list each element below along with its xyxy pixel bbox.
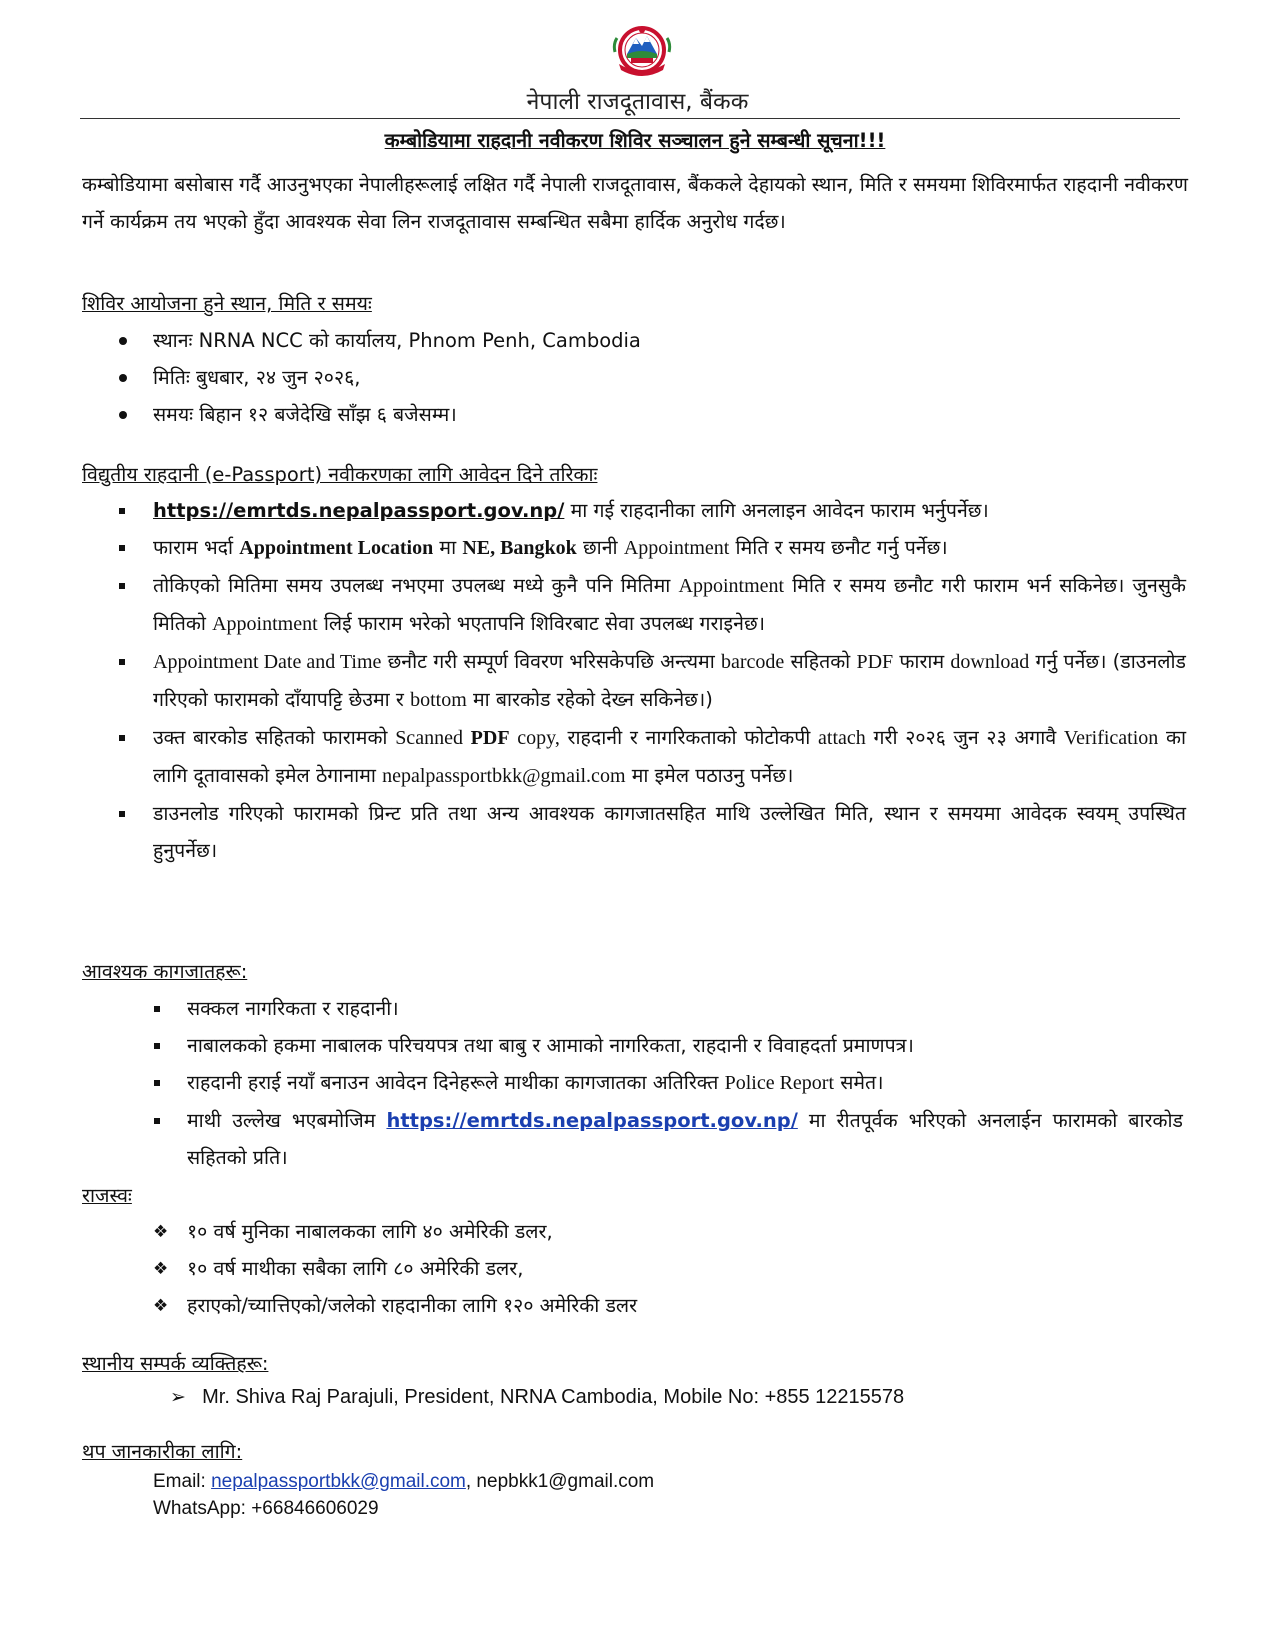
item-text: मा रीतपूर्वक भरिएको अनलाईन फारामको बारकोड सहितको प्रति। xyxy=(187,1109,1183,1169)
item-text: barcode xyxy=(720,651,785,673)
item-text: छनौट गरी सम्पूर्ण विवरण भरिसकेपछि अन्त्यमा xyxy=(381,650,721,673)
list-item xyxy=(153,567,1186,643)
list-item xyxy=(153,719,1186,795)
item-text: मा बारकोड रहेको देख्न सकिनेछ।) xyxy=(466,688,713,711)
item-text: उक्त बारकोड सहितको फारामको xyxy=(153,726,396,749)
item-text: माथी उल्लेख भएबमोजिम xyxy=(187,1109,387,1132)
documents-heading: आवश्यक कागजातहरू: xyxy=(82,960,248,983)
revenue-heading: राजस्वः xyxy=(82,1184,132,1207)
item-text: गर्नु पर्नेछ। (डाउनलोड गरिएको फारामको दाँयापट्टि छेउमा र xyxy=(153,650,1186,711)
item-text: फाराम भर्दा xyxy=(153,536,240,559)
item-text: लिई फाराम भरेको भएतापनि शिविरबाट सेवा उपलब्ध गराइनेछ। xyxy=(317,612,766,635)
revenue-list xyxy=(153,1213,1183,1324)
item-text: Police Report xyxy=(724,1072,835,1094)
passport-portal-link[interactable]: https://emrtds.nepalpassport.gov.np/ xyxy=(386,1109,798,1132)
item-text: का लागि दूतावासको इमेल ठेगानामा xyxy=(153,726,1187,787)
item-text: Scanned xyxy=(395,727,463,749)
list-item xyxy=(153,795,1186,869)
contact-item xyxy=(170,1382,904,1412)
list-item xyxy=(153,359,1183,396)
item-text: PDF xyxy=(856,651,894,673)
item-text: गरी २०२६ जुन २३ अगावै xyxy=(865,726,1064,749)
bullet-square-icon xyxy=(119,811,125,817)
email-link[interactable]: nepalpassportbkk@gmail.com xyxy=(211,1471,466,1492)
item-text: Appointment xyxy=(623,537,730,559)
documents-list xyxy=(187,990,1183,1176)
item-text: NE, Bangkok xyxy=(462,537,577,559)
camp-location: स्थानः NRNA NCC को कार्यालय, Phnom Penh, Cambodia xyxy=(153,329,641,352)
epassport-heading: विद्युतीय राहदानी (e-Passport) नवीकरणका लागि आवेदन दिने तरिकाः xyxy=(82,463,598,486)
arrow-bullet-icon: ➢ xyxy=(170,1386,186,1408)
list-item xyxy=(187,990,1183,1027)
camp-time: समयः बिहान १२ बजेदेखि साँझ ६ बजेसम्म। xyxy=(153,403,457,426)
bullet-square-icon xyxy=(119,545,125,551)
item-text: समेत। xyxy=(834,1071,884,1094)
item-text: मा गई राहदानीका लागि अनलाइन आवेदन फाराम भर्नुपर्नेछ। xyxy=(564,499,989,522)
diamond-bullet-icon: ❖ xyxy=(153,1296,169,1316)
item-text: मिति र समय छनौट गर्नु पर्नेछ। xyxy=(729,536,948,559)
list-item xyxy=(153,1287,1183,1324)
item-text: राहदानी हराई नयाँ बनाउन आवेदन दिनेहरूले माथीका कागजातका अतिरिक्त xyxy=(187,1071,725,1094)
camp-date: मितिः बुधबार, २४ जुन २०२६, xyxy=(153,366,361,389)
bullet-square-icon xyxy=(119,735,125,741)
list-item xyxy=(187,1102,1183,1176)
secondary-email: , nepbkk1@gmail.com xyxy=(465,1471,655,1492)
list-item xyxy=(153,1250,1183,1287)
item-text: तोकिएको मितिमा समय उपलब्ध नभएमा उपलब्ध मध्ये कुनै पनि मितिमा xyxy=(153,574,679,597)
item-text: राहदानी र नागरिकताको फोटोकपी xyxy=(559,726,819,749)
passport-portal-link[interactable]: https://emrtds.nepalpassport.gov.np/ xyxy=(153,499,565,522)
list-item xyxy=(153,529,1186,567)
bullet-square-icon xyxy=(119,659,125,665)
bullet-dot-icon xyxy=(119,337,127,345)
bullet-dot-icon xyxy=(119,411,127,419)
item-text: PDF xyxy=(470,727,510,749)
item-text: Verification xyxy=(1063,727,1159,749)
bullet-square-icon xyxy=(154,1118,160,1124)
item-text: सक्कल नागरिकता र राहदानी। xyxy=(187,997,399,1020)
list-item xyxy=(153,1213,1183,1250)
item-text: मा xyxy=(433,536,463,559)
camp-list xyxy=(153,322,1183,433)
whatsapp-line: WhatsApp: +66846606029 xyxy=(153,1498,379,1519)
item-text: Appointment xyxy=(678,575,785,597)
item-text: सहितको xyxy=(784,650,857,673)
contact-person: Mr. Shiva Raj Parajuli, President, NRNA Cambodia, Mobile No: +855 12215578 xyxy=(202,1386,905,1408)
bullet-square-icon xyxy=(119,583,125,589)
item-text: copy, xyxy=(517,727,560,749)
item-text: हराएको/च्यात्तिएको/जलेको राहदानीका लागि १२० अमेरिकी डलर xyxy=(187,1294,638,1317)
list-item xyxy=(153,643,1186,719)
item-text: Appointment Date and Time xyxy=(153,651,382,673)
notice-title xyxy=(80,126,1190,153)
diamond-bullet-icon: ❖ xyxy=(153,1222,169,1242)
bullet-square-icon xyxy=(154,1006,160,1012)
header-divider xyxy=(80,118,1180,119)
item-text: डाउनलोड गरिएको फारामको प्रिन्ट प्रति तथा अन्य आवश्यक कागजातसहित माथि उल्लेखित मिति, स्थान र समयमा आवेदक स्वयम् उपस्थित हुनुपर्नेछ। xyxy=(153,802,1186,862)
bullet-square-icon xyxy=(154,1080,160,1086)
bullet-square-icon xyxy=(119,508,125,514)
item-text: १० वर्ष मुनिका नाबालकका लागि ४० अमेरिकी डलर, xyxy=(187,1220,553,1243)
embassy-email-text: nepalpassportbkk@gmail.com xyxy=(382,765,626,787)
intro-paragraph: कम्बोडियामा बसोबास गर्दै आउनुभएका नेपालीहरूलाई लक्षित गर्दै नेपाली राजदूतावास, बैंककले देहायको स्थान, मिति र समयमा शिविरमार्फत राहदानी नवीकरण गर्ने कार्यक्रम तय भएको हुँदा आवश्यक सेवा लिन राजदूतावास सम्बन्धित सबैमा हार्दिक अनुरोध गर्दछ। xyxy=(82,173,1188,233)
item-text: Appointment Location xyxy=(239,537,434,559)
item-text: मा इमेल पठाउनु पर्नेछ। xyxy=(625,764,794,787)
item-text: download xyxy=(950,651,1030,673)
list-item xyxy=(153,322,1183,359)
item-text: Appointment xyxy=(212,613,318,635)
item-text: छानी xyxy=(576,536,624,559)
epassport-list xyxy=(153,492,1186,869)
item-text: फाराम xyxy=(893,650,951,673)
email-label: Email: xyxy=(153,1471,212,1492)
item-text: १० वर्ष माथीका सबैका लागि ८० अमेरिकी डलर, xyxy=(187,1257,524,1280)
list-item xyxy=(187,1064,1183,1102)
bullet-square-icon xyxy=(154,1043,160,1049)
notice-title-text: कम्बोडियामा राहदानी नवीकरण शिविर सञ्चालन हुने सम्बन्धी सूचना!!! xyxy=(384,129,886,152)
item-text: bottom xyxy=(410,689,467,711)
camp-heading: शिविर आयोजना हुने स्थान, मिति र समयः xyxy=(82,292,372,315)
nepal-emblem-icon xyxy=(609,24,675,80)
item-text: मिति र समय छनौट गरी फाराम भर्न सकिनेछ। जुनसुकै मितिको xyxy=(153,574,1186,635)
diamond-bullet-icon: ❖ xyxy=(153,1259,169,1279)
item-text: नाबालकको हकमा नाबालक परिचयपत्र तथा बाबु र आमाको नागरिकता, राहदानी र विवाहदर्ता प्रमाणपत्र। xyxy=(187,1034,914,1057)
email-line xyxy=(153,1471,654,1493)
more-info-heading: थप जानकारीका लागि: xyxy=(82,1440,243,1463)
list-item xyxy=(153,396,1183,433)
list-item xyxy=(187,1027,1183,1064)
list-item xyxy=(153,492,1186,529)
embassy-name: नेपाली राजदूतावास, बैंकक xyxy=(526,89,749,115)
bullet-dot-icon xyxy=(119,374,127,382)
contacts-heading: स्थानीय सम्पर्क व्यक्तिहरू: xyxy=(82,1352,269,1375)
item-text: attach xyxy=(818,727,866,749)
